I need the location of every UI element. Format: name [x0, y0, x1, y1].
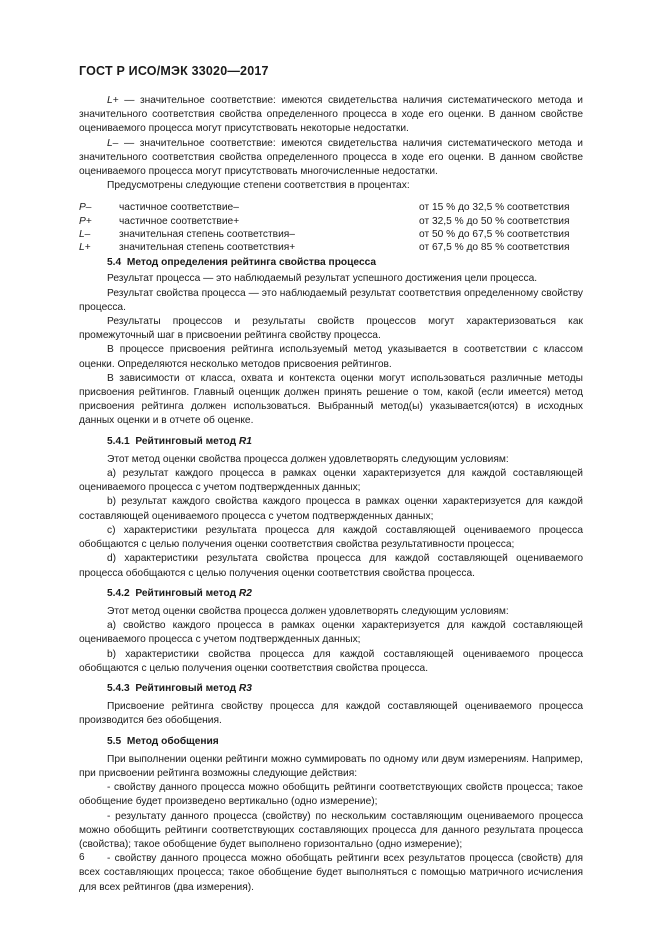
paragraph: Этот метод оценки свойства процесса должен удовлетворять следующим условиям: [107, 605, 509, 617]
section-heading-5-4-3: 5.4.3 Рейтинговый метод R3 [107, 682, 252, 694]
list-item: - свойству данного процесса можно обобщать рейтинги всех результатов процесса (свойств) для всех составляющих процесса; такое обобщение будет выполняться с помощью матричного исчисления для всех рейтингов (два измерения). [79, 853, 583, 893]
table-row [79, 215, 583, 228]
degree-name: значительная степень соответствия– [119, 228, 295, 240]
degree-code: L– [79, 228, 91, 240]
degree-code: P– [79, 202, 92, 214]
code-l-plus: L+ [107, 95, 119, 106]
document-header: ГОСТ Р ИСО/МЭК 33020—2017 [79, 64, 269, 78]
document-body [79, 94, 583, 895]
paragraph-l-plus: L+ — значительное соответствие: имеются свидетельства наличия систематического метода и значительного соответствия свойства определенного процесса в ходе его оценки. В данном свойстве оцениваемого процесса могут присутствовать некоторые недостатки. [79, 95, 583, 135]
code-l-minus: L– [107, 137, 119, 149]
paragraph: В процессе присвоения рейтинга используемый метод указывается в соответствии с классом оценки. Определяются несколько методов присвоения рейтингов. [79, 344, 583, 370]
degrees-table [79, 201, 583, 254]
list-item: - результату данного процесса (свойству) по нескольким составляющим оцениваемого процесса можно обобщить рейтинги соответствующих составляющих процесса для данного результата процесса (свойства); такое обобщение будет выполнено горизонтально (одно измерение); [79, 810, 583, 850]
paragraph: Этот метод оценки свойства процесса должен удовлетворять следующим условиям: [107, 453, 509, 465]
section-heading-5-4-2: 5.4.2 Рейтинговый метод R2 [107, 587, 252, 599]
table-row [79, 201, 583, 214]
paragraph-degrees-intro: Предусмотрены следующие степени соответствия в процентах: [107, 180, 410, 192]
degree-code: L+ [79, 242, 91, 254]
list-item: - свойству данного процесса можно обобщить рейтинги соответствующих свойств процесса; такое обобщение будет произведено вертикально (одно измерение); [79, 782, 583, 808]
paragraph-l-minus: L– — значительное соответствие: имеются свидетельства наличия систематического метода и значительного соответствия свойства определенного процесса в ходе его оценки. В данном свойстве оцениваемого процесса могут присутствовать многочисленные недостатки. [79, 137, 583, 178]
table-row [79, 228, 583, 241]
degree-range: от 32,5 % до 50 % соответствия [419, 215, 570, 227]
list-item: b) результат каждого свойства каждого процесса в рамках оценки характеризуется для каждой составляющей оцениваемого процесса с учетом подтвержденных данных; [79, 496, 583, 522]
table-row [79, 241, 583, 254]
section-heading-5-4-1: 5.4.1 Рейтинговый метод R1 [107, 435, 252, 447]
paragraph: При выполнении оценки рейтинги можно суммировать по одному или двум измерениям. Например, при присвоении рейтинга возможны следующие действия: [79, 753, 583, 779]
list-item: d) характеристики результата свойства процесса для каждой составляющей оцениваемого процесса обобщаются с целью получения оценки соответствия свойства процесса. [79, 553, 583, 579]
page-number: 6 [79, 852, 85, 863]
list-item: c) характеристики результата процесса для каждой составляющей оцениваемого процесса обобщаются с целью получения оценки соответствия свойства результативности процесса; [79, 524, 583, 551]
degree-code: P+ [79, 215, 92, 227]
list-item: b) характеристики свойства процесса для каждой составляющей оцениваемого процесса обобщаются с целью получения оценки соответствия свойства процесса. [79, 648, 583, 674]
paragraph: В зависимости от класса, охвата и контекста оценки могут использоваться различные методы присвоения рейтингов. Главный оценщик должен принять решение о том, какой (если имеется) метод присвоения рейтинга должен использоваться. Выбранный метод(ы) указывается(ются) в исходных данных оценки и в отчете об оценке. [79, 372, 583, 427]
degree-name: значительная степень соответствия+ [119, 242, 296, 254]
section-heading-5-4: 5.4 Метод определения рейтинга свойства процесса [107, 257, 377, 269]
section-heading-5-5: 5.5 Метод обобщения [107, 735, 219, 747]
degree-range: от 15 % до 32,5 % соответствия [419, 202, 570, 214]
paragraph: Результат процесса — это наблюдаемый результат успешного достижения цели процесса. [107, 273, 538, 285]
paragraph: Присвоение рейтинга свойству процесса для каждой составляющей оцениваемого процесса производится без обобщения. [79, 701, 583, 727]
list-item: a) свойство каждого процесса в рамках оценки характеризуется для каждой составляющей оцениваемого процесса с учетом подтвержденных данных; [79, 620, 583, 646]
degree-range: от 50 % до 67,5 % соответствия [419, 228, 570, 240]
degree-range: от 67,5 % до 85 % соответствия [419, 242, 570, 254]
degree-name: частичное соответствие– [119, 202, 239, 214]
degree-name: частичное соответствие+ [119, 215, 240, 227]
paragraph: Результаты процессов и результаты свойств процессов могут характеризоваться как промежуточный шаг в присвоении рейтинга свойству процесса. [79, 316, 583, 342]
list-item: a) результат каждого процесса в рамках оценки характеризуется для каждой составляющей оцениваемого процесса с учетом подтвержденных данных; [79, 468, 583, 494]
paragraph: Результат свойства процесса — это наблюдаемый результат соответствия определенному свойству процесса. [79, 287, 583, 313]
